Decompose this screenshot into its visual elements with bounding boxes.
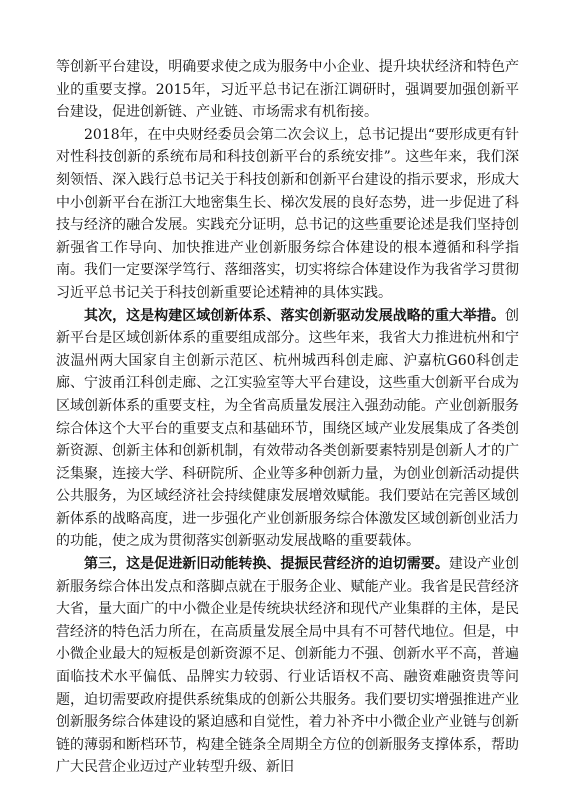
paragraph-text: 建设产业创新服务综合体出发点和落脚点就在于服务企业、赋能产业。我省是民营经济大省，量大面广的中小微企业是传统块状经济和现代产业集群的主体，是民营经济的特色活力所在，在高质量发展全局中具有不可替代地位。但是，中小微企业最大的短板是创新资源不足、创新能力不强、创新水平不高，普遍面临技术水平偏低、品牌实力较弱、行业话语权不高、融资难融资贵等问题，迫切需要政府提供系统集成的创新公共服务。我们要切实增强推进产业创新服务综合体建设的紧迫感和自觉性，着力补齐中小微企业产业链与创新链的薄弱和断档环节，构建全链条全周期全方位的创新服务支撑体系，帮助广大民营企业迈过产业转型升级、新旧 [56, 556, 520, 776]
paragraph-third-point [56, 553, 519, 779]
paragraph-lead: 其次，这是构建区域创新体系、落实创新驱动发展战略的重大举措。 [84, 307, 505, 324]
paragraph-second-point [56, 305, 519, 554]
paragraph-text: 创新平台是区域创新体系的重要组成部分。这些年来，我省大力推进杭州和宁波温州两大国家自主创新示范区、杭州城西科创走廊、沪嘉杭G60科创走廊、宁波甬江科创走廊、之江实验室等大平台建设，这些重大创新平台成为区域创新体系的重要支柱，为全省高质量发展注入强劲动能。产业创新服务综合体这个大平台的重要支点和基础环节，围绕区域产业发展集成了各类创新资源、创新主体和创新机制，有效带动各类创新要素特别是创新人才的广泛集聚，连接大学、科研院所、企业等多种创新力量，为创业创新活动提供公共服务，为区域经济社会持续健康发展增效赋能。我们要站在完善区域创新体系的战略高度，进一步强化产业创新服务综合体激发区域创新创业活力的功能，使之成为贯彻落实创新驱动发展战略的重要载体。 [56, 307, 519, 550]
paragraph-text: 等创新平台建设，明确要求使之成为服务中小企业、提升块状经济和特色产业的重要支撑。2015年，习近平总书记在浙江调研时，强调要加强创新平台建设，促进创新链、产业链、市场需求有机衔接。 [56, 59, 519, 121]
body-text [56, 56, 519, 779]
paragraph-continuation [56, 56, 519, 124]
paragraph-2018-meeting [56, 124, 519, 305]
paragraph-lead: 第三，这是促进新旧动能转换、提振民营经济的迫切需要。 [84, 556, 449, 573]
paragraph-text: 2018年，在中央财经委员会第二次会议上，总书记提出“要形成更有针对性科技创新的系统布局和科技创新平台的系统安排”。这些年来，我们深刻领悟、深入践行总书记关于科技创新和创新平台建设的指示要求，形成大中小创新平台在浙江大地密集生长、梯次发展的良好态势，进一步促进了科技与经济的融合发展。实践充分证明，总书记的这些重要论述是我们坚持创新强省工作导向、加快推进产业创新服务综合体建设的根本遵循和科学指南。我们一定要深学笃行、落细落实，切实将综合体建设作为我省学习贯彻习近平总书记关于科技创新重要论述精神的具体实践。 [56, 126, 519, 301]
